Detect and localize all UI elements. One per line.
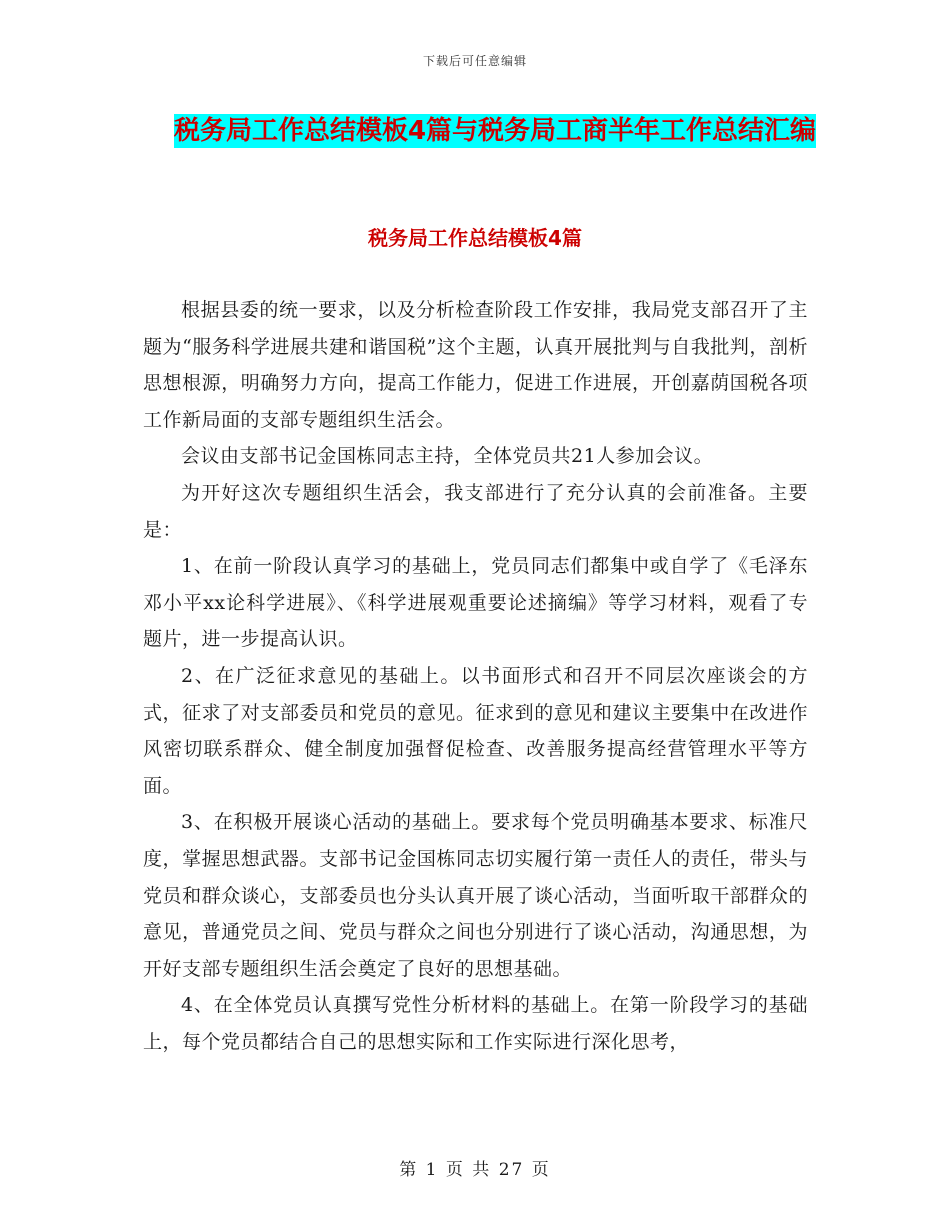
section-title: 税务局工作总结模板4篇 — [368, 226, 582, 250]
body-text — [143, 292, 808, 1060]
paragraph-preparation: 为开好这次专题组织生活会，我支部进行了充分认真的会前准备。主要是： — [143, 481, 808, 541]
paragraph-meeting: 会议由支部书记金国栋同志主持，全体党员共21人参加会议。 — [181, 445, 714, 468]
paragraph-item-3: 3、在积极开展谈心活动的基础上。要求每个党员明确基本要求、标准尺度，掌握思想武器。支部书记金国栋同志切实履行第一责任人的责任，带头与党员和群众谈心，支部委员也分头认真开展了谈心活动，当面听取干部群众的意见，普通党员之间、党员与群众之间也分别进行了谈心活动，沟通思想，为开好支部专题组织生活会奠定了良好的思想基础。 — [143, 811, 808, 980]
paragraph-intro: 根据县委的统一要求，以及分析检查阶段工作安排，我局党支部召开了主题为“服务科学进展共建和谐国税”这个主题，认真开展批判与自我批判，剖析思想根源，明确努力方向，提高工作能力，促进工作进展，开创嘉荫国税各项工作新局面的支部专题组织生活会。 — [143, 299, 808, 431]
paragraph-item-1: 1、在前一阶段认真学习的基础上，党员同志们都集中或自学了《毛泽东邓小平xx论科学进展》、《科学进展观重要论述摘编》等学习材料，观看了专题片，进一步提高认识。 — [143, 555, 808, 651]
document-title-highlight: 税务局工作总结模板4篇与税务局工商半年工作总结汇编 — [173, 116, 817, 146]
paragraph-item-4: 4、在全体党员认真撰写党性分析材料的基础上。在第一阶段学习的基础上，每个党员都结合自己的思想实际和工作实际进行深化思考， — [143, 994, 808, 1053]
page-number: 第 1 页 共 27 页 — [399, 1160, 551, 1180]
header-note: 下载后可任意编辑 — [422, 54, 527, 68]
paragraph-item-2: 2、在广泛征求意见的基础上。以书面形式和召开不同层次座谈会的方式，征求了对支部委员和党员的意见。征求到的意见和建议主要集中在改进作风密切联系群众、健全制度加强督促检查、改善服务提高经营管理水平等方面。 — [143, 664, 808, 797]
document-title — [150, 110, 840, 153]
